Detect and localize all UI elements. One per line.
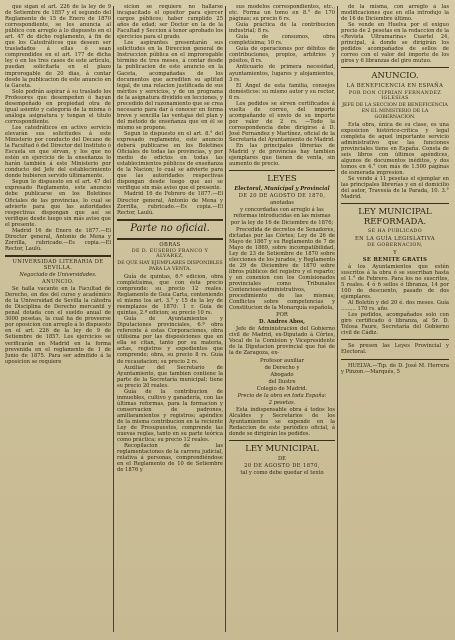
text-paragraph: Esta obra, única de su clase, es una exposicion histórico-crítica y legal completa de aquel importante servicio administrativo que las funciones provinciales tiene en España. Consta de seis libros con últimos apéndices, algunos de documentos inéditos, y dos tomos en 4.° con más de 1.500 páginas de esmerada impresion. [341,121,449,176]
column-3 [229,4,335,630]
text-paragraph: Se vende á 11 pesetas el ejemplar en las principales librerías y en el domicilio del autor, Travesía de la Parada, 10. 3.° Madrid. [341,175,449,201]
text-paragraph: Al Boletín y del 20 é. dos meses. Guía ......... 170 rs. año. [341,300,449,313]
centered-line: y concordadas con arreglo á las reformas introducidas en las mismas por la ley de 16 de Diciembre de 1876; [230,207,334,226]
text-paragraph: El Ángel de esta familia, consejos domésticos: su mismo autor y su rector, 6 rs. [229,82,335,101]
centered-line: 2 pesetas. [268,399,296,406]
text-paragraph: de la misma, con arreglo á las modificaciones que en ella introdujo la de 16 de Diciembre último. [341,4,449,23]
centered-line: de Derecho y [264,364,300,371]
section-rule [117,238,223,240]
text-paragraph: Auxiliar del Secretario de Ayuntamiento, que tambien contiene la parte de la Secretaría municipal; tiene su precio 20 reales. [117,364,223,389]
section-rule [117,219,223,221]
centered-line: EN LA GUÍA LEGISLATIVA [354,235,436,242]
centered-line: tal y como debe quedar el texto [240,470,324,477]
text-paragraph: Se presen las Leyes Provincial y Electoral. [341,343,449,356]
text-paragraph: Anticuario de primera necesidad, ayuntamientos, lugares y alojamientos, 3 rs. [229,64,335,83]
section-rule [341,67,449,68]
centered-line: Precio de la obra en toda España: [237,392,327,399]
text-paragraph: Guía de Ayuntamientos y Diputaciones provinciales, 6.ª obra referente á estas Corporaciones, obra útilísima por las disposiciones que en ella se citan, tanto por su materia, actas, registros y expedientes que comprende; obra, su precio 8 rs. Guía de recaudacion; su precio 2 rs. [117,316,223,365]
text-paragraph: que sigan el art. 226 de la ley de 9 de Setiembre de 1857 y el segundo del Reglamento de 15 de Enero de 1870 correspondiente, se les anuncia al público con arreglo á lo dispuesto en el art. 47 de dicho reglamento, á fin de que los Catedráticos que deseen ser trasladados á ellas ó sean comprendidos en el art. 177 de dicha ley ó en los tres casos de este artículo, puedan solicitarla en el plazo improrogable de 20 dias, á contar desde la publicacion de este anuncio en la Gaceta. [5,4,111,89]
text-paragraph: Se vende en Huelva por el exiguo precio de 2 pesetas en la redaccion de la «Revista Ultramarina» Cuartel 24, principal, á donde se dirigirán los pedidos acompañados de sellos de correo con el valor del importe de los giros y 6 libranzas del giro mutuo. [341,22,449,65]
text-paragraph: Guía de quintas, 6.ª edicion, obra completísima, que con ésta precio comprende: su precio 12 reales. Reglamento de Guía Carta, conteniendo el mismo los art. 3.° y 15 de la ley de reemplazos de 1870: 1 r. Guía de quintas, 2.ª edicion; su precio 10 rs. [117,273,223,317]
centered-line: POR [276,312,288,319]
section-rule [341,203,449,204]
centered-line: Electoral, Municipal y Provincial [234,186,330,193]
centered-line: DE QUE HAY EJEMPLARES DISPONIBLES PARA LA VENTA. [117,261,223,273]
centered-line: 20 DE AGOSTO DE 1870, [244,463,320,470]
centered-line: OBRAS [159,241,181,248]
text-paragraph: Los aspirantes presentarán sus solicitudes en la Direccion general de Instruccion pública en el improrogable término de tres meses, á contar desde la publicacion de este anuncio en la Gaceta, acompañadas de los documentos que acrediten su aptitud legal, de una relacion justificada de sus méritos y servicios, y de un programa de la asignatura dividido en lecciones, y precedido del razonamiento que se crea necesario para dar á conocer en forma breve y sencilla las ventajas del plan y del método de enseñanza que en él se mismo se propone. [117,40,223,131]
text-paragraph: Guía de consumos, obra completísima; 10 rs. [229,34,335,47]
text-paragraph: sus modelos correspondientes, etc., etc. Forma un tomo en 8.° de 170 páginas; su precio 6 rs. [229,4,335,23]
centered-line: DE GOBERNACION, [367,242,423,248]
section-heading: LEYES [267,174,297,185]
column-4 [341,4,449,630]
centered-line: DE D. EUSEBIO FRANCO Y ÁLVAREZ, [131,248,209,260]
text-paragraph: Madrid 16 de Febrero de 1877.—El Director general, Antonio de Mena y Zorrilla, rubricado.—Es copia.—El Rector, Laulú. [117,191,223,216]
section-rule [229,170,335,171]
text-paragraph: Recopilacion de las reglamentaciones de la carrera judicial, relativa á personas, comprendiéndose en el Reglamento de 10 de Setiembre de 1876 y [117,443,223,474]
text-paragraph: Precedida de decretos de Senadores, dictadas por las Córtes; Ley de 26 de Mayo de 1867 y su Reglamento de 7 de Mayo de 1869, sobre incompatibilidad, Ley de 23 de Setiembre de 1870 sobre elecciones de los jurados, y Reglamento de 29 de Diciembre de 1870 sobre libros públicos del registro y el reparto; y en conexion con los Comisionados provinciales como Tribunales Contencioso-administrativos, procedimiento de las mismas; Conflictos sobre competencias y Constitucion de la Monarquía española, [229,226,335,312]
section-rule [229,440,335,441]
section-rule [341,339,449,340]
text-paragraph: Jefe de Administracion del Gobierno civil de Madrid, ex-Diputado á Córtes, Vocal de la Comision y Vicepresidente de la Diputacion provincial que fué de la de Zaragoza, ex- [229,326,335,357]
centered-line: Colegio de Madrid. [256,385,308,392]
text-paragraph: Los catedráticos en activo servicio elevarán sus solicitudes á este Ministerio por conducto del Decano de la Facultad ó del Director del Instituto ó Escuela en que sirvan, y los que no estén en ejercicio de la enseñanza lo harán también á este Ministerio por conducto del Jefe del establecimiento donde hubieren servido últimamente. [5,124,111,180]
text-paragraph: Se halla vacante en la Facultad de Derecho, en dos del curso y académico de la Universidad de Sevilla la cátedra de Disciplina de Derecho mercantil y penal dotada con el sueldo anual de 3000 pesetas, la cual ha de proveerse por oposicion con arreglo á lo dispuesto en el art. 226 de la ley de 9 de Setiembre de 1857. Los ejercicios se verificarán en Madrid en la forma prevenida en el reglamento de 1 de Junio de 1875. Para ser admitido á la oposicion se requiere [5,286,111,365]
section-rule [341,359,449,360]
section-heading: LEY MUNICIPAL REFORMADA. [358,207,432,228]
text-paragraph: á los Ayuntamientos que estén suscritos á la obra ó se suscriban hasta el 1.° de Febrero. Para los no suscritos, 5 reales. 4 ó 6 sellos ó libranza, 14 por 100 de descuento, pasado de dos ejemplares. [341,263,449,301]
column-divider [113,6,114,632]
text-paragraph: En las principales librerías de Madrid y de provincias hay tambien ejemplares que tienen de venta, sin aumento de precio. [229,143,335,168]
section-heading: Parte no oficial. [130,222,210,234]
section-heading: LEY MUNICIPAL [245,444,319,455]
centered-line: Profesor auxiliar [260,357,304,364]
centered-line: SE HA PUBLICADO [367,229,423,235]
centered-line: LA BENEFICENCIA EN ESPAÑA [346,83,444,90]
column-1 [5,4,111,630]
centered-line: Abogado [270,371,294,378]
section-rule [5,255,111,257]
section-heading: ANUNCIO. [371,71,419,82]
centered-line: Y [393,249,397,256]
text-paragraph: Los pedidos, acompañados solo con giro certificado ó libranza, al Sr. D. Tolosa Faure, Secretaría del Gobierno civil de Cádiz. [341,312,449,337]
centered-line: Negociado de Universidades. [19,272,97,279]
column-divider [337,6,338,632]
text-paragraph: Madrid 16 de Enero de 1877.—El Director general, Antonio de Mena y Zorrilla, rubricado.—Es copia.—El Rector, Laulú. [5,227,111,252]
centered-line: DE [278,456,286,463]
column-divider [225,6,226,632]
centered-line: UNIVERSIDAD LITERARIA DE SEVILLA. [12,258,104,271]
column-2 [117,4,223,630]
text-paragraph: Guía de la contribucion de inmuebles, cultivo y ganadería, con las últimas reformas, para la formacion y conservacion de padrones, amillaramientos y registros; apéndice de la misma contribucion en la reciente Ley de Presupuestos, comprende las nuevas reglas, tanto en su parte teórica como práctica; su precio 12 reales. [117,388,223,444]
text-paragraph: Esta indispensable obra á todos los Alcaldes y Secretarios de los Ayuntamientos se expende en la Redaccion de este periódico oficial, á donde se dirigirán los pedidos. [229,406,335,438]
centered-line: del Ilustre [268,378,296,385]
text-paragraph: Los pedidos se sirven certificados á vuelta de correo, del importe acompañando el envío de su importe por valor de 2 rs. —Todo la correspondencia debe dirigirse á D. José Fernandez y Martínez, oficial de la Secretaría del Ayuntamiento de Madrid. [229,100,335,144]
centered-line: JEFE DE LA SECCION DE BENEFICENCIA EN EL MINISTERIO DE LA GOBERNACION. [342,103,448,120]
text-paragraph: Segun lo dispuesto en el art. 47 del expresado Reglamento, este anuncio debe publicarse en los Boletines Oficiales de las provincias, lo cual se advierte para que las autoridades respectivas dispongan que así se verifique desde luego sin más aviso que el presente. [5,179,111,228]
text-paragraph: HUELVA.—Tip. de D. José M. Herrera y Pinzon.—Marqués, 5 [341,362,449,375]
text-paragraph: Segun lo dispuesto en el art. 8.° del expresado reglamento, este anuncio deberá publicarse en los Boletines Oficiales de todas las provincias, y por medio de edictos en todas las establecimientos públicos de enseñanza de la Nacion; lo cual se advierte para que las autoridades respectivas dispongan desde luego que así se verifique sin más aviso que el presente. [117,130,223,192]
text-paragraph: sicion se requiere no hallarse incapacitado el opositor para ejercer cargos públicos; haber cumplido 25 años de edad; ser Doctor en la de la Facultad y Seccion á tenor aprobado los ejercicios para el grado. [117,4,223,41]
centered-line: DE 20 DE AGOSTO DE 1870, [238,193,326,200]
centered-line: anotadas [270,200,294,207]
centered-line: SE REMITE GRATIS [362,256,428,263]
centered-line: ANUNCIO. [41,279,74,286]
text-paragraph: Guía de operaciones por débitos de contribuciones, propios, arbitrios y pósitos, 8 rs. [229,46,335,65]
text-paragraph: Guía práctica de la contribucion industrial; 8 rs. [229,22,335,35]
text-paragraph: Solo podrán aspirar á su traslado los Profesores que desempeñen ó hayan desempeñado en propiedad otra de igual asiento y categoría de la misma ó análoga asignatura y tengan el título correspondiente. [5,88,111,125]
centered-line: D. Andres Abos, [259,319,305,326]
centered-line: POR DON CIPRIAN FERNANDEZ IGLESIAS [348,90,442,102]
